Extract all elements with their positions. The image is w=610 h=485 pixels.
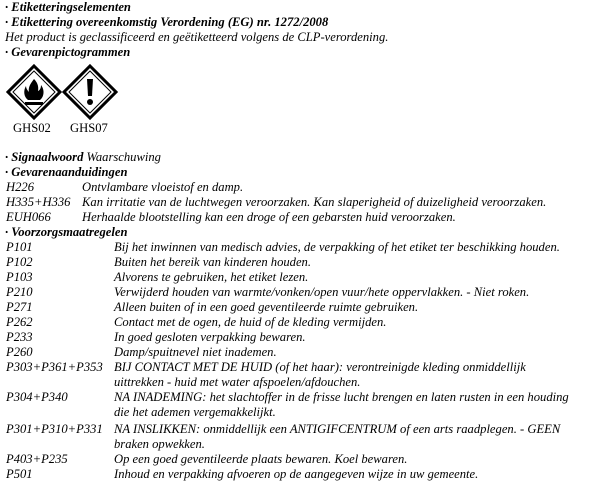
precaution-code: P103 [6, 270, 33, 284]
precaution-text: In goed gesloten verpakking bewaren. [114, 330, 306, 344]
precaution-code: P301+P310+P331 [6, 422, 103, 436]
precaution-text-continued: die het ademen vergemakkelijkt. [114, 405, 276, 419]
signal-word-label: · Signaalwoord [5, 150, 84, 164]
ghs02-pictogram [6, 64, 62, 120]
precaution-text-continued: braken opwekken. [114, 437, 205, 451]
precaution-text: NA INSLIKKEN: onmiddellijk een ANTIGIFCENTRUM of een arts raadplegen. - GEEN [114, 422, 561, 436]
hazard-text: Herhaalde blootstelling kan een droge of een gebarsten huid veroorzaken. [82, 210, 456, 224]
label-elements-heading: · Etiketteringselementen [5, 0, 131, 14]
hazard-statements-heading: · Gevarenaanduidingen [5, 165, 128, 179]
precautionary-heading: · Voorzorgsmaatregelen [5, 225, 128, 239]
precaution-text: Inhoud en verpakking afvoeren op de aangegeven wijze in uw gemeente. [114, 467, 479, 481]
precaution-code: P262 [6, 315, 33, 329]
precaution-text: BIJ CONTACT MET DE HUID (of het haar): verontreinigde kleding onmiddellijk [114, 360, 526, 374]
precaution-text: Alleen buiten of in een goed geventileerde ruimte gebruiken. [114, 300, 419, 314]
signal-word [5, 150, 161, 164]
precaution-code: P210 [6, 285, 33, 299]
precaution-text: Op een goed geventileerde plaats bewaren. Koel bewaren. [114, 452, 408, 466]
precaution-text: NA INADEMING: het slachtoffer in de frisse lucht brengen en laten rusten in een houding [114, 390, 569, 404]
hazard-pictograms-heading: · Gevarenpictogrammen [5, 45, 131, 59]
hazard-text: Kan irritatie van de luchtwegen veroorzaken. Kan slaperigheid of duizeligheid veroorzaken. [82, 195, 547, 209]
precaution-code: P102 [6, 255, 33, 269]
clp-note: Het product is geclassificeerd en geëtiketteerd volgens de CLP-verordening. [5, 30, 389, 44]
precaution-code: P304+P340 [6, 390, 68, 404]
precaution-code: P233 [6, 330, 33, 344]
precaution-text: Contact met de ogen, de huid of de kleding vermijden. [114, 315, 387, 329]
precaution-code: P501 [6, 467, 33, 481]
hazard-code: EUH066 [6, 210, 51, 224]
precaution-text: Buiten het bereik van kinderen houden. [114, 255, 311, 269]
labelling-regulation-heading: · Etikettering overeenkomstig Verordening (EG) nr. 1272/2008 [5, 15, 329, 29]
precaution-text: Alvorens te gebruiken, het etiket lezen. [114, 270, 309, 284]
flame-icon [6, 64, 62, 120]
ghs07-pictogram [62, 64, 118, 120]
precaution-code: P101 [6, 240, 33, 254]
exclamation-icon [62, 64, 118, 120]
precaution-code: P303+P361+P353 [6, 360, 103, 374]
precaution-text: Bij het inwinnen van medisch advies, de verpakking of het etiket ter beschikking houden. [114, 240, 560, 254]
ghs02-label: GHS02 [13, 121, 51, 135]
signal-word-value: Waarschuwing [86, 150, 161, 164]
precaution-code: P260 [6, 345, 33, 359]
precaution-code: P271 [6, 300, 33, 314]
precaution-text: Verwijderd houden van warmte/vonken/open vuur/hete oppervlakken. - Niet roken. [114, 285, 530, 299]
precaution-text: Damp/spuitnevel niet inademen. [114, 345, 277, 359]
ghs07-label: GHS07 [70, 121, 108, 135]
hazard-code: H226 [6, 180, 34, 194]
precaution-text-continued: uittrekken - huid met water afspoelen/afdouchen. [114, 375, 361, 389]
hazard-text: Ontvlambare vloeistof en damp. [82, 180, 244, 194]
precaution-code: P403+P235 [6, 452, 68, 466]
hazard-code: H335+H336 [6, 195, 71, 209]
